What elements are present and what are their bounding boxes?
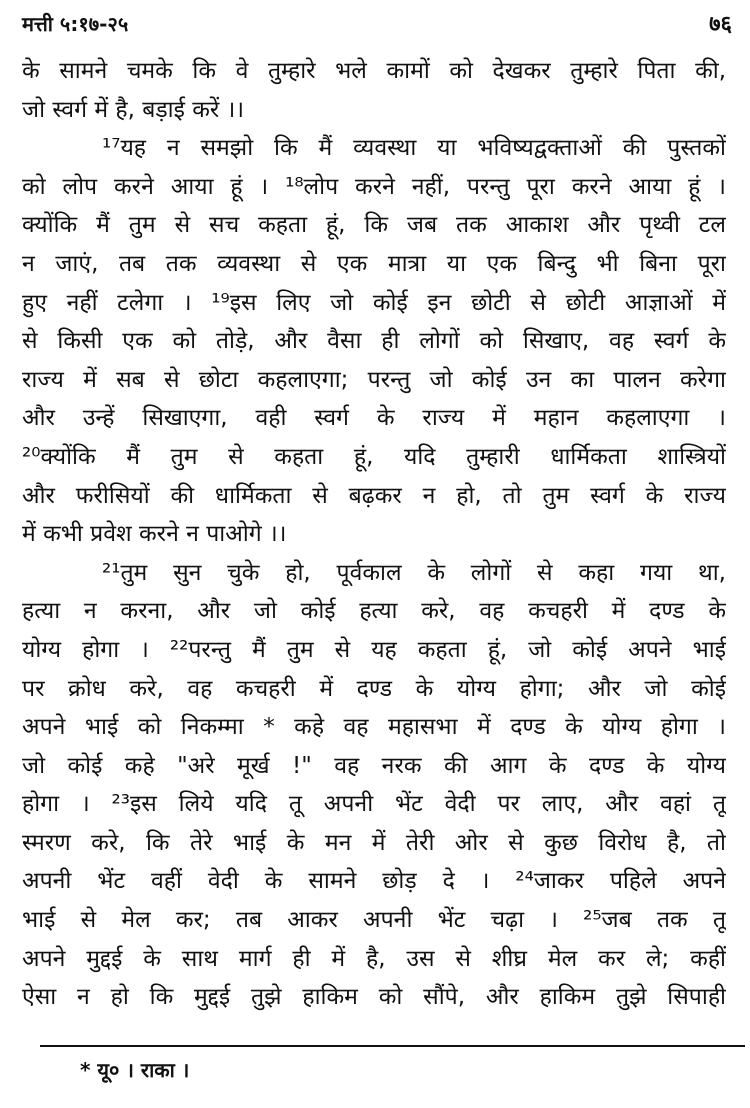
text-line: ऐसा न हो कि मुद्दई तुझे हाकिम को सौंपे, और हाकिम तुझे सिपाही (22, 984, 726, 1011)
text-line: क्योंकि मैं तुम से सच कहता हूं, कि जब तक आकाश और पृथ्वी टल (22, 212, 726, 239)
text-line: ²⁰क्योंकि मैं तुम से कहता हूं, यदि तुम्हारी धार्मिकता शास्त्रियों (22, 443, 726, 470)
text-line: को लोप करने आया हूं । ¹⁸लोप करने नहीं, परन्तु पूरा करने आया हूं । (22, 173, 726, 200)
text-line: जो कोई कहे "अरे मूर्ख !" वह नरक की आग के दण्ड के योग्य (22, 752, 726, 779)
text-line: भाई से मेल कर; तब आकर अपनी भेंट चढ़ा । ²⁵जब तक तू (22, 907, 726, 934)
text-line: के सामने चमके कि वे तुम्हारे भले कामों को देखकर तुम्हारे पिता की, (22, 58, 726, 84)
text-line: अपने मुद्दई के साथ मार्ग ही में है, उस से शीघ्र मेल कर ले; कहीं (22, 945, 726, 972)
page-number: ७६ (709, 12, 732, 37)
text-line: हत्या न करना, और जो कोई हत्या करे, वह कचहरी में दण्ड के (22, 598, 726, 625)
text-line: पर क्रोध करे, वह कचहरी में दण्ड के योग्य होगा; और जो कोई (22, 675, 726, 702)
text-line: राज्य में सब से छोटा कहलाएगा; परन्तु जो कोई उन का पालन करेगा (22, 366, 726, 393)
text-line: जो स्वर्ग में है, बड़ाई करें ।। (22, 96, 245, 123)
text-line: से किसी एक को तोड़े, और वैसा ही लोगों को सिखाए, वह स्वर्ग के (22, 328, 726, 355)
text-line: अपनी भेंट वहीं वेदी के सामने छोड़ दे । ²⁴जाकर पहिले अपने (22, 868, 726, 895)
text-line: हुए नहीं टलेगा । ¹⁹इस लिए जो कोई इन छोटी से छोटी आज्ञाओं में (22, 289, 726, 316)
text-line: होगा । ²³इस लिये यदि तू अपनी भेंट वेदी पर लाए, और वहां तू (22, 791, 726, 818)
text-line: अपने भाई को निकम्मा * कहे वह महासभा में दण्ड के योग्य होगा । (22, 714, 726, 741)
text-line: न जाएं, तब तक व्यवस्था से एक मात्रा या एक बिन्दु भी बिना पूरा (22, 250, 726, 277)
footnote-divider (40, 1045, 745, 1047)
text-line: और उन्हें सिखाएगा, वही स्वर्ग के राज्य में महान कहलाएगा । (22, 405, 726, 432)
chapter-verse-reference: मत्ती ५:१७-२५ (22, 12, 129, 36)
text-line: में कभी प्रवेश करने न पाओगे ।। (22, 521, 287, 548)
footnote: * यू० । राका । (80, 1058, 190, 1082)
text-line: योग्य होगा । ²²परन्तु मैं तुम से यह कहता हूं, जो कोई अपने भाई (22, 636, 726, 663)
text-line: और फरीसियों की धार्मिकता से बढ़कर न हो, तो तुम स्वर्ग के राज्य (22, 482, 726, 509)
text-line: स्मरण करे, कि तेरे भाई के मन में तेरी ओर से कुछ विरोध है, तो (22, 829, 726, 856)
text-line: ¹⁷यह न समझो कि मैं व्यवस्था या भविष्यद्वक्ताओं की पुस्तकों (102, 135, 726, 162)
body-text (22, 52, 726, 1017)
text-line: ²¹तुम सुन चुके हो, पूर्वकाल के लोगों से कहा गया था, (102, 559, 726, 586)
